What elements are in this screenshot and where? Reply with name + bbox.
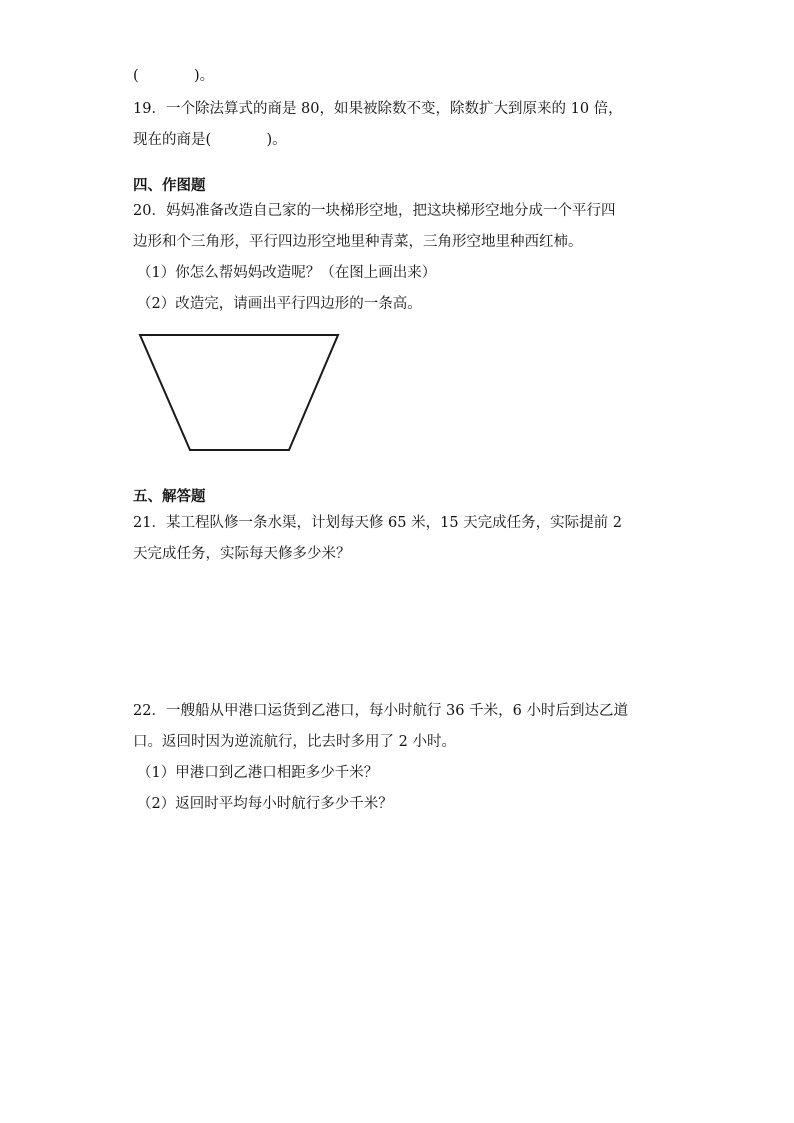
- q22-subquestion-2: （2）返回时平均每小时航行多少千米？: [137, 796, 393, 812]
- q20-line-2: 边形和个三角形，平行四边形空地里种青菜，三角形空地里种西红柿。: [133, 234, 583, 250]
- section-4-heading: 四、作图题: [133, 178, 206, 194]
- q20-line-1: 20．妈妈准备改造自己家的一块梯形空地，把这块梯形空地分成一个平行四: [133, 203, 616, 219]
- q21-line-1: 21．某工程队修一条水渠，计划每天修 65 米，15 天完成任务，实际提前 2: [133, 515, 623, 531]
- q19-line-2: 现在的商是( )。: [133, 132, 287, 148]
- q20-subquestion-1: （1）你怎么帮妈妈改造呢？（在图上画出来）: [137, 265, 437, 281]
- q22-subquestion-1: （1）甲港口到乙港口相距多少千米？: [137, 765, 379, 781]
- q19-line-1: 19．一个除法算式的商是 80，如果被除数不变，除数扩大到原来的 10 倍，: [133, 101, 623, 117]
- q20-subquestion-2: （2）改造完，请画出平行四边形的一条高。: [137, 296, 422, 312]
- q21-line-2: 天完成任务，实际每天修多少米？: [133, 546, 351, 562]
- trapezoid-figure: [140, 335, 338, 450]
- section-5-heading: 五、解答题: [133, 489, 206, 505]
- q22-line-2: 口。返回时因为逆流航行，比去时多用了 2 小时。: [133, 734, 456, 750]
- q22-line-1: 22．一艘船从甲港口运货到乙港口，每小时航行 36 千米，6 小时后到达乙道: [133, 703, 628, 719]
- q18-answer-blank: ( )。: [133, 68, 215, 84]
